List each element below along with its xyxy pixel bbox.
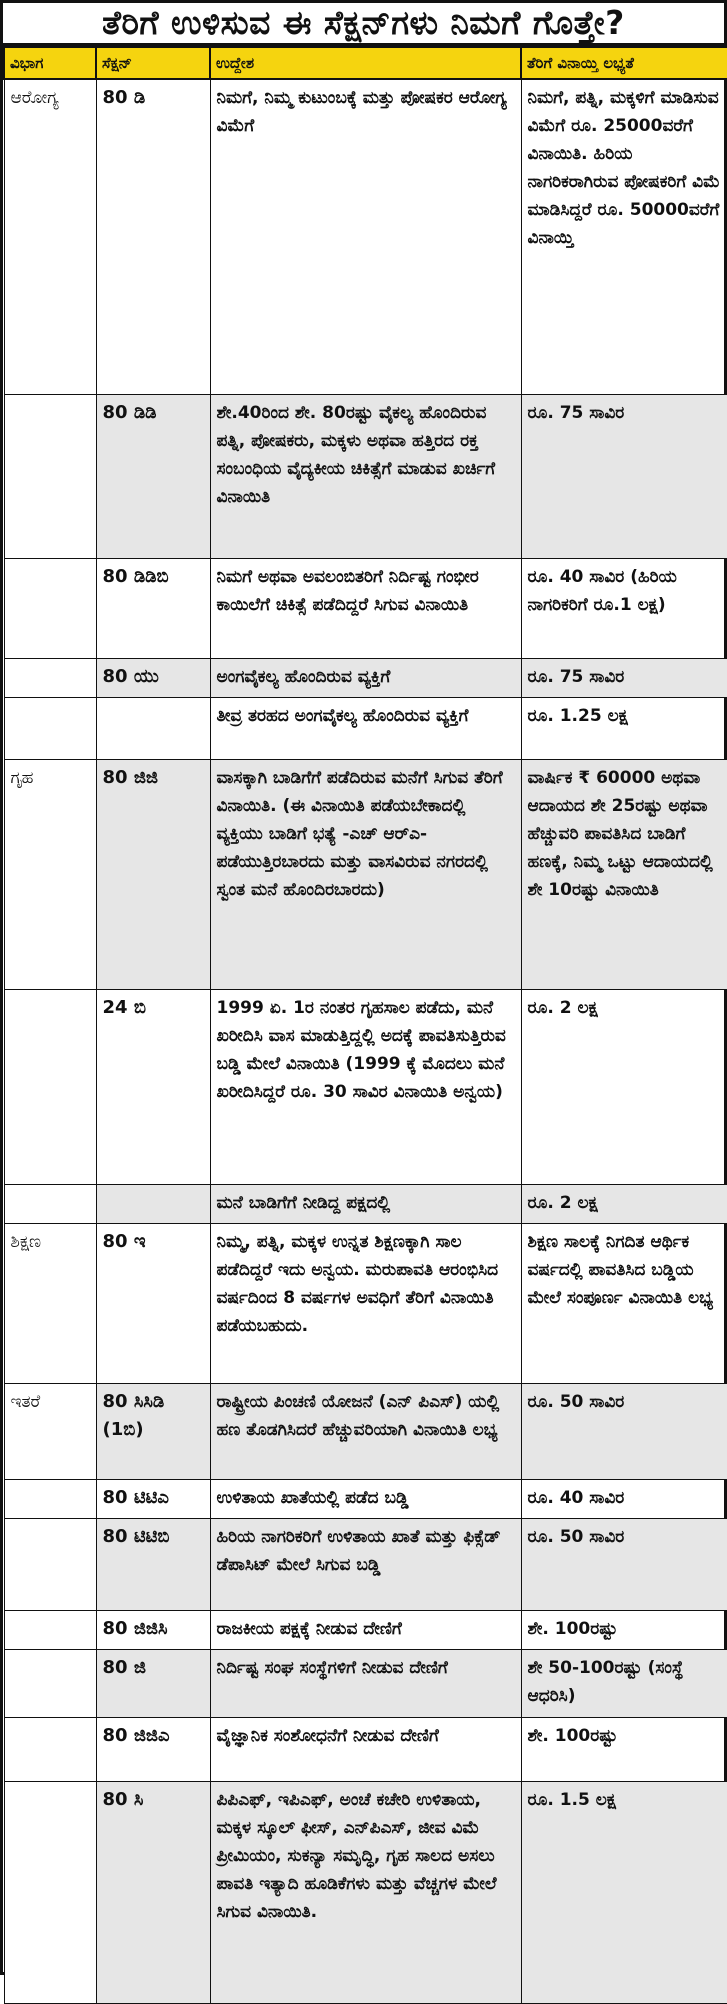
limit-cell: ಶಿಕ್ಷಣ ಸಾಲಕ್ಕೆ ನಿಗದಿತ ಆರ್ಥಿಕ ವರ್ಷದಲ್ಲಿ ಪಾವತಿಸಿದ ಬಡ್ಡಿಯ ಮೇಲೆ ಸಂಪೂರ್ಣ ವಿನಾಯಿತಿ ಲಭ್ಯ — [521, 1223, 727, 1383]
category-cell — [4, 697, 96, 759]
header-category: ವಿಭಾಗ — [4, 47, 96, 79]
limit-cell: ರೂ. 50 ಸಾವಿರ — [521, 1518, 727, 1610]
limit-cell: ರೂ. 1.5 ಲಕ್ಷ — [521, 1781, 727, 2003]
purpose-cell: ಅಂಗವೈಕಲ್ಯ ಹೊಂದಿರುವ ವ್ಯಕ್ತಿಗೆ — [210, 658, 521, 697]
header-section: ಸೆಕ್ಷನ್ — [96, 47, 210, 79]
purpose-cell: ನಿಮ್ಮ, ಪತ್ನಿ, ಮಕ್ಕಳ ಉನ್ನತ ಶಿಕ್ಷಣಕ್ಕಾಗಿ ಸಾಲ ಪಡೆದಿದ್ದರೆ ಇದು ಅನ್ವಯ. ಮರುಪಾವತಿ ಆರಂಭಿಸಿದ ವರ್ಷದಿಂದ 8 ವರ್ಷಗಳ ಅವಧಿಗೆ ತೆರಿಗೆ ವಿನಾಯಿತಿ ಪಡೆಯಬಹುದು. — [210, 1223, 521, 1383]
section-cell: 80 ಟಿಟಿಎ — [96, 1479, 210, 1518]
table-row — [4, 1610, 727, 1649]
category-cell — [4, 1781, 96, 2003]
category-cell — [4, 394, 96, 558]
table-row — [4, 394, 727, 558]
category-cell — [4, 1717, 96, 1781]
section-cell: 80 ಜಿ — [96, 1649, 210, 1717]
limit-cell: ರೂ. 75 ಸಾವಿರ — [521, 658, 727, 697]
category-cell: ಇತರೆ — [4, 1383, 96, 1479]
table-row — [4, 1717, 727, 1781]
table-row — [4, 558, 727, 658]
table-row — [4, 79, 727, 394]
purpose-cell: ಪಿಪಿಎಫ್, ಇಪಿಎಫ್, ಅಂಚೆ ಕಚೇರಿ ಉಳಿತಾಯ, ಮಕ್ಕಳ ಸ್ಕೂಲ್ ಫೀಸ್, ಎನ್‌ಪಿಎಸ್, ಜೀವ ವಿಮೆ ಪ್ರೀಮಿಯಂ, ಸುಕನ್ಯಾ ಸಮೃದ್ಧಿ, ಗೃಹ ಸಾಲದ ಅಸಲು ಪಾವತಿ ಇತ್ಯಾದಿ ಹೂಡಿಕೆಗಳು ಮತ್ತು ವೆಚ್ಚಗಳ ಮೇಲೆ ಸಿಗುವ ವಿನಾಯಿತಿ. — [210, 1781, 521, 2003]
purpose-cell: ವಾಸಕ್ಕಾಗಿ ಬಾಡಿಗೆಗೆ ಪಡೆದಿರುವ ಮನೆಗೆ ಸಿಗುವ ತೆರಿಗೆ ವಿನಾಯಿತಿ. (ಈ ವಿನಾಯಿತಿ ಪಡೆಯಬೇಕಾದಲ್ಲಿ ವ್ಯಕ್ತಿಯು ಬಾಡಿಗೆ ಭತ್ಯೆ -ಎಚ್ ಆರ್‌ಎ- ಪಡೆಯುತ್ತಿರಬಾರದು ಮತ್ತು ವಾಸವಿರುವ ನಗರದಲ್ಲಿ ಸ್ವಂತ ಮನೆ ಹೊಂದಿರಬಾರದು) — [210, 759, 521, 989]
limit-cell: ನಿಮಗೆ, ಪತ್ನಿ, ಮಕ್ಕಳಿಗೆ ಮಾಡಿಸುವ ವಿಮೆಗೆ ರೂ. 25000ವರೆಗೆ ವಿನಾಯಿತಿ. ಹಿರಿಯ ನಾಗರಿಕರಾಗಿರುವ ಪೋಷಕರಿಗೆ ವಿಮೆ ಮಾಡಿಸಿದ್ದರೆ ರೂ. 50000ವರೆಗೆ ವಿನಾಯ್ತಿ — [521, 79, 727, 394]
section-cell — [96, 697, 210, 759]
header-limit: ತೆರಿಗೆ ವಿನಾಯ್ತಿ ಲಭ್ಯತೆ — [521, 47, 727, 79]
limit-cell: ರೂ. 2 ಲಕ್ಷ — [521, 1184, 727, 1223]
section-cell: 80 ಡಿಡಿಬಿ — [96, 558, 210, 658]
section-cell: 80 ಡಿಡಿ — [96, 394, 210, 558]
category-cell — [4, 1184, 96, 1223]
purpose-cell: ರಾಜಕೀಯ ಪಕ್ಷಕ್ಕೆ ನೀಡುವ ದೇಣಿಗೆ — [210, 1610, 521, 1649]
category-cell: ಆರೋಗ್ಯ — [4, 79, 96, 394]
purpose-cell: ರಾಷ್ಟ್ರೀಯ ಪಿಂಚಣಿ ಯೋಜನೆ (ಎನ್ ಪಿಎಸ್) ಯಲ್ಲಿ ಹಣ ತೊಡಗಿಸಿದರೆ ಹೆಚ್ಚುವರಿಯಾಗಿ ವಿನಾಯಿತಿ ಲಭ್ಯ — [210, 1383, 521, 1479]
section-cell: 80 ಜಿಜಿಎ — [96, 1717, 210, 1781]
table-row — [4, 1479, 727, 1518]
category-cell — [4, 658, 96, 697]
table-row — [4, 1223, 727, 1383]
section-cell: 80 ಸಿ — [96, 1781, 210, 2003]
page-title: ತೆರಿಗೆ ಉಳಿಸುವ ಈ ಸೆಕ್ಷನ್‌ಗಳು ನಿಮಗೆ ಗೊತ್ತೇ? — [3, 3, 724, 46]
purpose-cell: ವೈಜ್ಞಾನಿಕ ಸಂಶೋಧನೆಗೆ ನೀಡುವ ದೇಣಿಗೆ — [210, 1717, 521, 1781]
section-cell: 80 ಡಿ — [96, 79, 210, 394]
section-cell — [96, 1184, 210, 1223]
category-cell: ಶಿಕ್ಷಣ — [4, 1223, 96, 1383]
category-cell — [4, 989, 96, 1184]
category-cell: ಗೃಹ — [4, 759, 96, 989]
table-row — [4, 1383, 727, 1479]
section-cell: 80 ಇ — [96, 1223, 210, 1383]
limit-cell: ಶೇ 50-100ರಷ್ಟು (ಸಂಸ್ಥೆ ಆಧರಿಸಿ) — [521, 1649, 727, 1717]
category-cell — [4, 1479, 96, 1518]
limit-cell: ರೂ. 75 ಸಾವಿರ — [521, 394, 727, 558]
table-row — [4, 1184, 727, 1223]
table-row — [4, 989, 727, 1184]
purpose-cell: ನಿಮಗೆ, ನಿಮ್ಮ ಕುಟುಂಬಕ್ಕೆ ಮತ್ತು ಪೋಷಕರ ಆರೋಗ್ಯ ವಿಮೆಗೆ — [210, 79, 521, 394]
section-cell: 24 ಬಿ — [96, 989, 210, 1184]
table-row — [4, 658, 727, 697]
table-row — [4, 759, 727, 989]
purpose-cell: ಉಳಿತಾಯ ಖಾತೆಯಲ್ಲಿ ಪಡೆದ ಬಡ್ಡಿ — [210, 1479, 521, 1518]
purpose-cell: ಶೇ.40ರಿಂದ ಶೇ. 80ರಷ್ಟು ವೈಕಲ್ಯ ಹೊಂದಿರುವ ಪತ್ನಿ, ಪೋಷಕರು, ಮಕ್ಕಳು ಅಥವಾ ಹತ್ತಿರದ ರಕ್ತ ಸಂಬಂಧಿಯ ವೈದ್ಯಕೀಯ ಚಿಕಿತ್ಸೆಗೆ ಮಾಡುವ ಖರ್ಚಿಗೆ ವಿನಾಯಿತಿ — [210, 394, 521, 558]
section-cell: 80 ಟಿಟಿಬಿ — [96, 1518, 210, 1610]
section-cell: 80 ಜಿಜಿ — [96, 759, 210, 989]
limit-cell: ರೂ. 1.25 ಲಕ್ಷ — [521, 697, 727, 759]
table-row — [4, 697, 727, 759]
section-cell: 80 ಸಿಸಿಡಿ (1ಬಿ) — [96, 1383, 210, 1479]
purpose-cell: ನಿರ್ದಿಷ್ಟ ಸಂಘ ಸಂಸ್ಥೆಗಳಿಗೆ ನೀಡುವ ದೇಣಿಗೆ — [210, 1649, 521, 1717]
purpose-cell: 1999 ಏ. 1ರ ನಂತರ ಗೃಹಸಾಲ ಪಡೆದು, ಮನೆ ಖರೀದಿಸಿ ವಾಸ ಮಾಡುತ್ತಿದ್ದಲ್ಲಿ ಅದಕ್ಕೆ ಪಾವತಿಸುತ್ತಿರುವ ಬಡ್ಡಿ ಮೇಲೆ ವಿನಾಯಿತಿ (1999 ಕ್ಕೆ ಮೊದಲು ಮನೆ ಖರೀದಿಸಿದ್ದರೆ ರೂ. 30 ಸಾವಿರ ವಿನಾಯಿತಿ ಅನ್ವಯ) — [210, 989, 521, 1184]
table-row — [4, 1649, 727, 1717]
section-cell: 80 ಜಿಜಿಸಿ — [96, 1610, 210, 1649]
category-cell — [4, 1518, 96, 1610]
tax-sections-table — [3, 46, 727, 2004]
limit-cell: ರೂ. 50 ಸಾವಿರ — [521, 1383, 727, 1479]
table-row — [4, 1781, 727, 2003]
limit-cell: ಶೇ. 100ರಷ್ಟು — [521, 1717, 727, 1781]
section-cell: 80 ಯು — [96, 658, 210, 697]
purpose-cell: ಹಿರಿಯ ನಾಗರಿಕರಿಗೆ ಉಳಿತಾಯ ಖಾತೆ ಮತ್ತು ಫಿಕ್ಸೆಡ್ ಡೆಪಾಸಿಟ್ ಮೇಲೆ ಸಿಗುವ ಬಡ್ಡಿ — [210, 1518, 521, 1610]
limit-cell: ರೂ. 40 ಸಾವಿರ (ಹಿರಿಯ ನಾಗರಿಕರಿಗೆ ರೂ.1 ಲಕ್ಷ) — [521, 558, 727, 658]
purpose-cell: ತೀವ್ರ ತರಹದ ಅಂಗವೈಕಲ್ಯ ಹೊಂದಿರುವ ವ್ಯಕ್ತಿಗೆ — [210, 697, 521, 759]
purpose-cell: ನಿಮಗೆ ಅಥವಾ ಅವಲಂಬಿತರಿಗೆ ನಿರ್ದಿಷ್ಟ ಗಂಭೀರ ಕಾಯಿಲೆಗೆ ಚಿಕಿತ್ಸೆ ಪಡೆದಿದ್ದರೆ ಸಿಗುವ ವಿನಾಯಿತಿ — [210, 558, 521, 658]
category-cell — [4, 1649, 96, 1717]
limit-cell: ರೂ. 2 ಲಕ್ಷ — [521, 989, 727, 1184]
category-cell — [4, 558, 96, 658]
table-header-row — [4, 47, 727, 79]
limit-cell: ವಾರ್ಷಿಕ ₹ 60000 ಅಥವಾ ಆದಾಯದ ಶೇ 25ರಷ್ಟು ಅಥವಾ ಹೆಚ್ಚುವರಿ ಪಾವತಿಸಿದ ಬಾಡಿಗೆ ಹಣಕ್ಕೆ, ನಿಮ್ಮ ಒಟ್ಟು ಆದಾಯದಲ್ಲಿ ಶೇ 10ರಷ್ಟು ವಿನಾಯಿತಿ — [521, 759, 727, 989]
limit-cell: ರೂ. 40 ಸಾವಿರ — [521, 1479, 727, 1518]
table-row — [4, 1518, 727, 1610]
header-purpose: ಉದ್ದೇಶ — [210, 47, 521, 79]
limit-cell: ಶೇ. 100ರಷ್ಟು — [521, 1610, 727, 1649]
category-cell — [4, 1610, 96, 1649]
purpose-cell: ಮನೆ ಬಾಡಿಗೆಗೆ ನೀಡಿದ್ದ ಪಕ್ಷದಲ್ಲಿ — [210, 1184, 521, 1223]
